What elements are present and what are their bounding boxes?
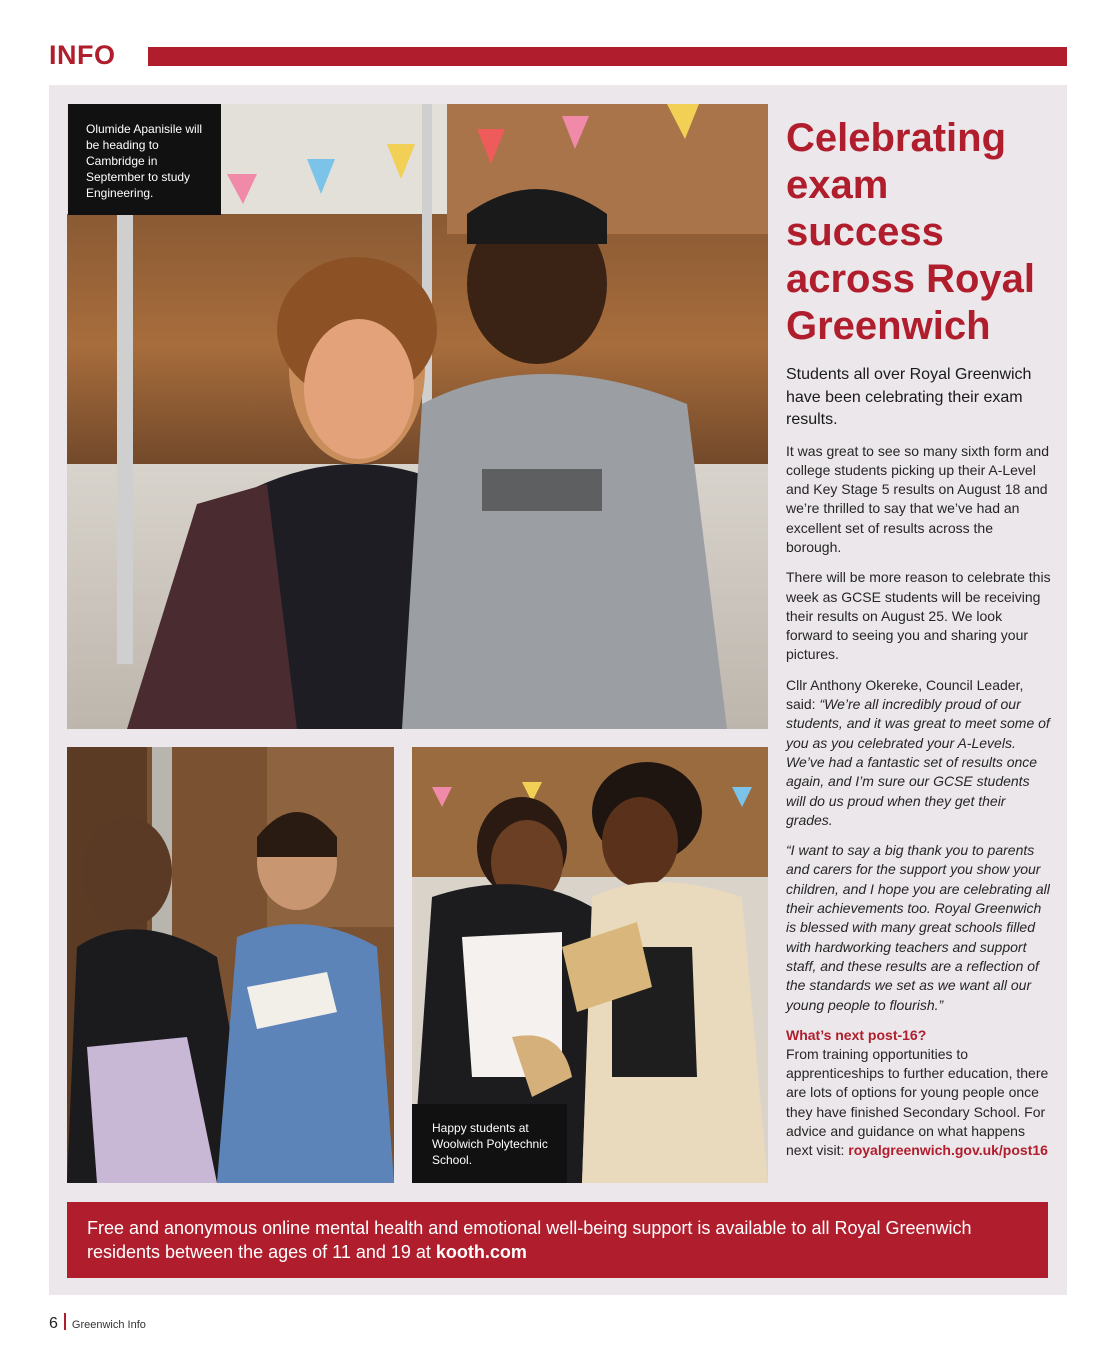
quote-attribution: Cllr Anthony Okereke, Council Leader, said:: [786, 676, 1024, 713]
kooth-link[interactable]: kooth.com: [435, 1242, 527, 1262]
right-photo-caption-text: Happy students at Woolwich Polytechnic School.: [432, 1121, 548, 1167]
banner-text-block: [87, 1216, 1037, 1264]
article-paragraph-quote: [786, 841, 1052, 1015]
post16-link[interactable]: royalgreenwich.gov.uk/post16: [848, 1142, 1048, 1159]
article-standfirst: Students all over Royal Greenwich have been celebrating their exam results.: [786, 366, 1032, 428]
section-label: INFO: [49, 40, 116, 70]
article-subhead: What’s next post-16?: [786, 1026, 927, 1043]
article-paragraph: There will be more reason to celebrate this week as GCSE students will be receiving their results on August 25. We look forward to seeing you and sharing your pictures.: [786, 569, 1051, 663]
quote-text: “We’re all incredibly proud of our students, and it was great to meet some of you as you celebrated your A-Levels. We’ve had a fantastic set of results once again, and I’m sure our GCSE students will do us proud when they get their grades.: [786, 696, 1050, 828]
post16-text: From training opportunities to apprenticeships to further education, there are lots of options for young people once they have finished Secondary School. For advice and guidance on what happens next visit:: [786, 1045, 1049, 1159]
main-photo-caption-text: Olumide Apanisile will be heading to Cambridge in September to study Engineering.: [86, 122, 203, 200]
main-photo-caption: [68, 104, 221, 215]
article-paragraph: It was great to see so many sixth form and college students picking up their A-Level and Key Stage 5 results on August 18 and we’re thrilled to say that we’ve had an excellent set of results across the borough.: [786, 442, 1050, 555]
mental-health-banner: [67, 1202, 1048, 1278]
article-paragraph-quote: [786, 676, 1052, 830]
article: [786, 115, 1052, 1172]
page-footer: [49, 1313, 146, 1333]
footer-divider: [64, 1313, 66, 1330]
banner-text: Free and anonymous online mental health and emotional well-being support is available to all Royal Greenwich residents between the ages of 11 and 19 at: [87, 1218, 972, 1262]
article-headline: Celebrating exam success across Royal Greenwich: [786, 116, 1036, 348]
left-photo: [67, 747, 394, 1183]
publication-name: Greenwich Info: [71, 1319, 146, 1331]
right-photo-caption: [412, 1104, 567, 1183]
quote-text: “I want to say a big thank you to parents and carers for the support you show your children, and I hope you are celebrating all their achievements too. Royal Greenwich is blessed with many great schools filled with hardworking teachers and support staff, and these results are a reflection of the standards we set as we want all our young people to flourish.”: [786, 842, 1050, 1013]
article-paragraph: [786, 1045, 1052, 1161]
page-number: 6: [49, 1315, 58, 1332]
section-rule: [148, 47, 1067, 66]
